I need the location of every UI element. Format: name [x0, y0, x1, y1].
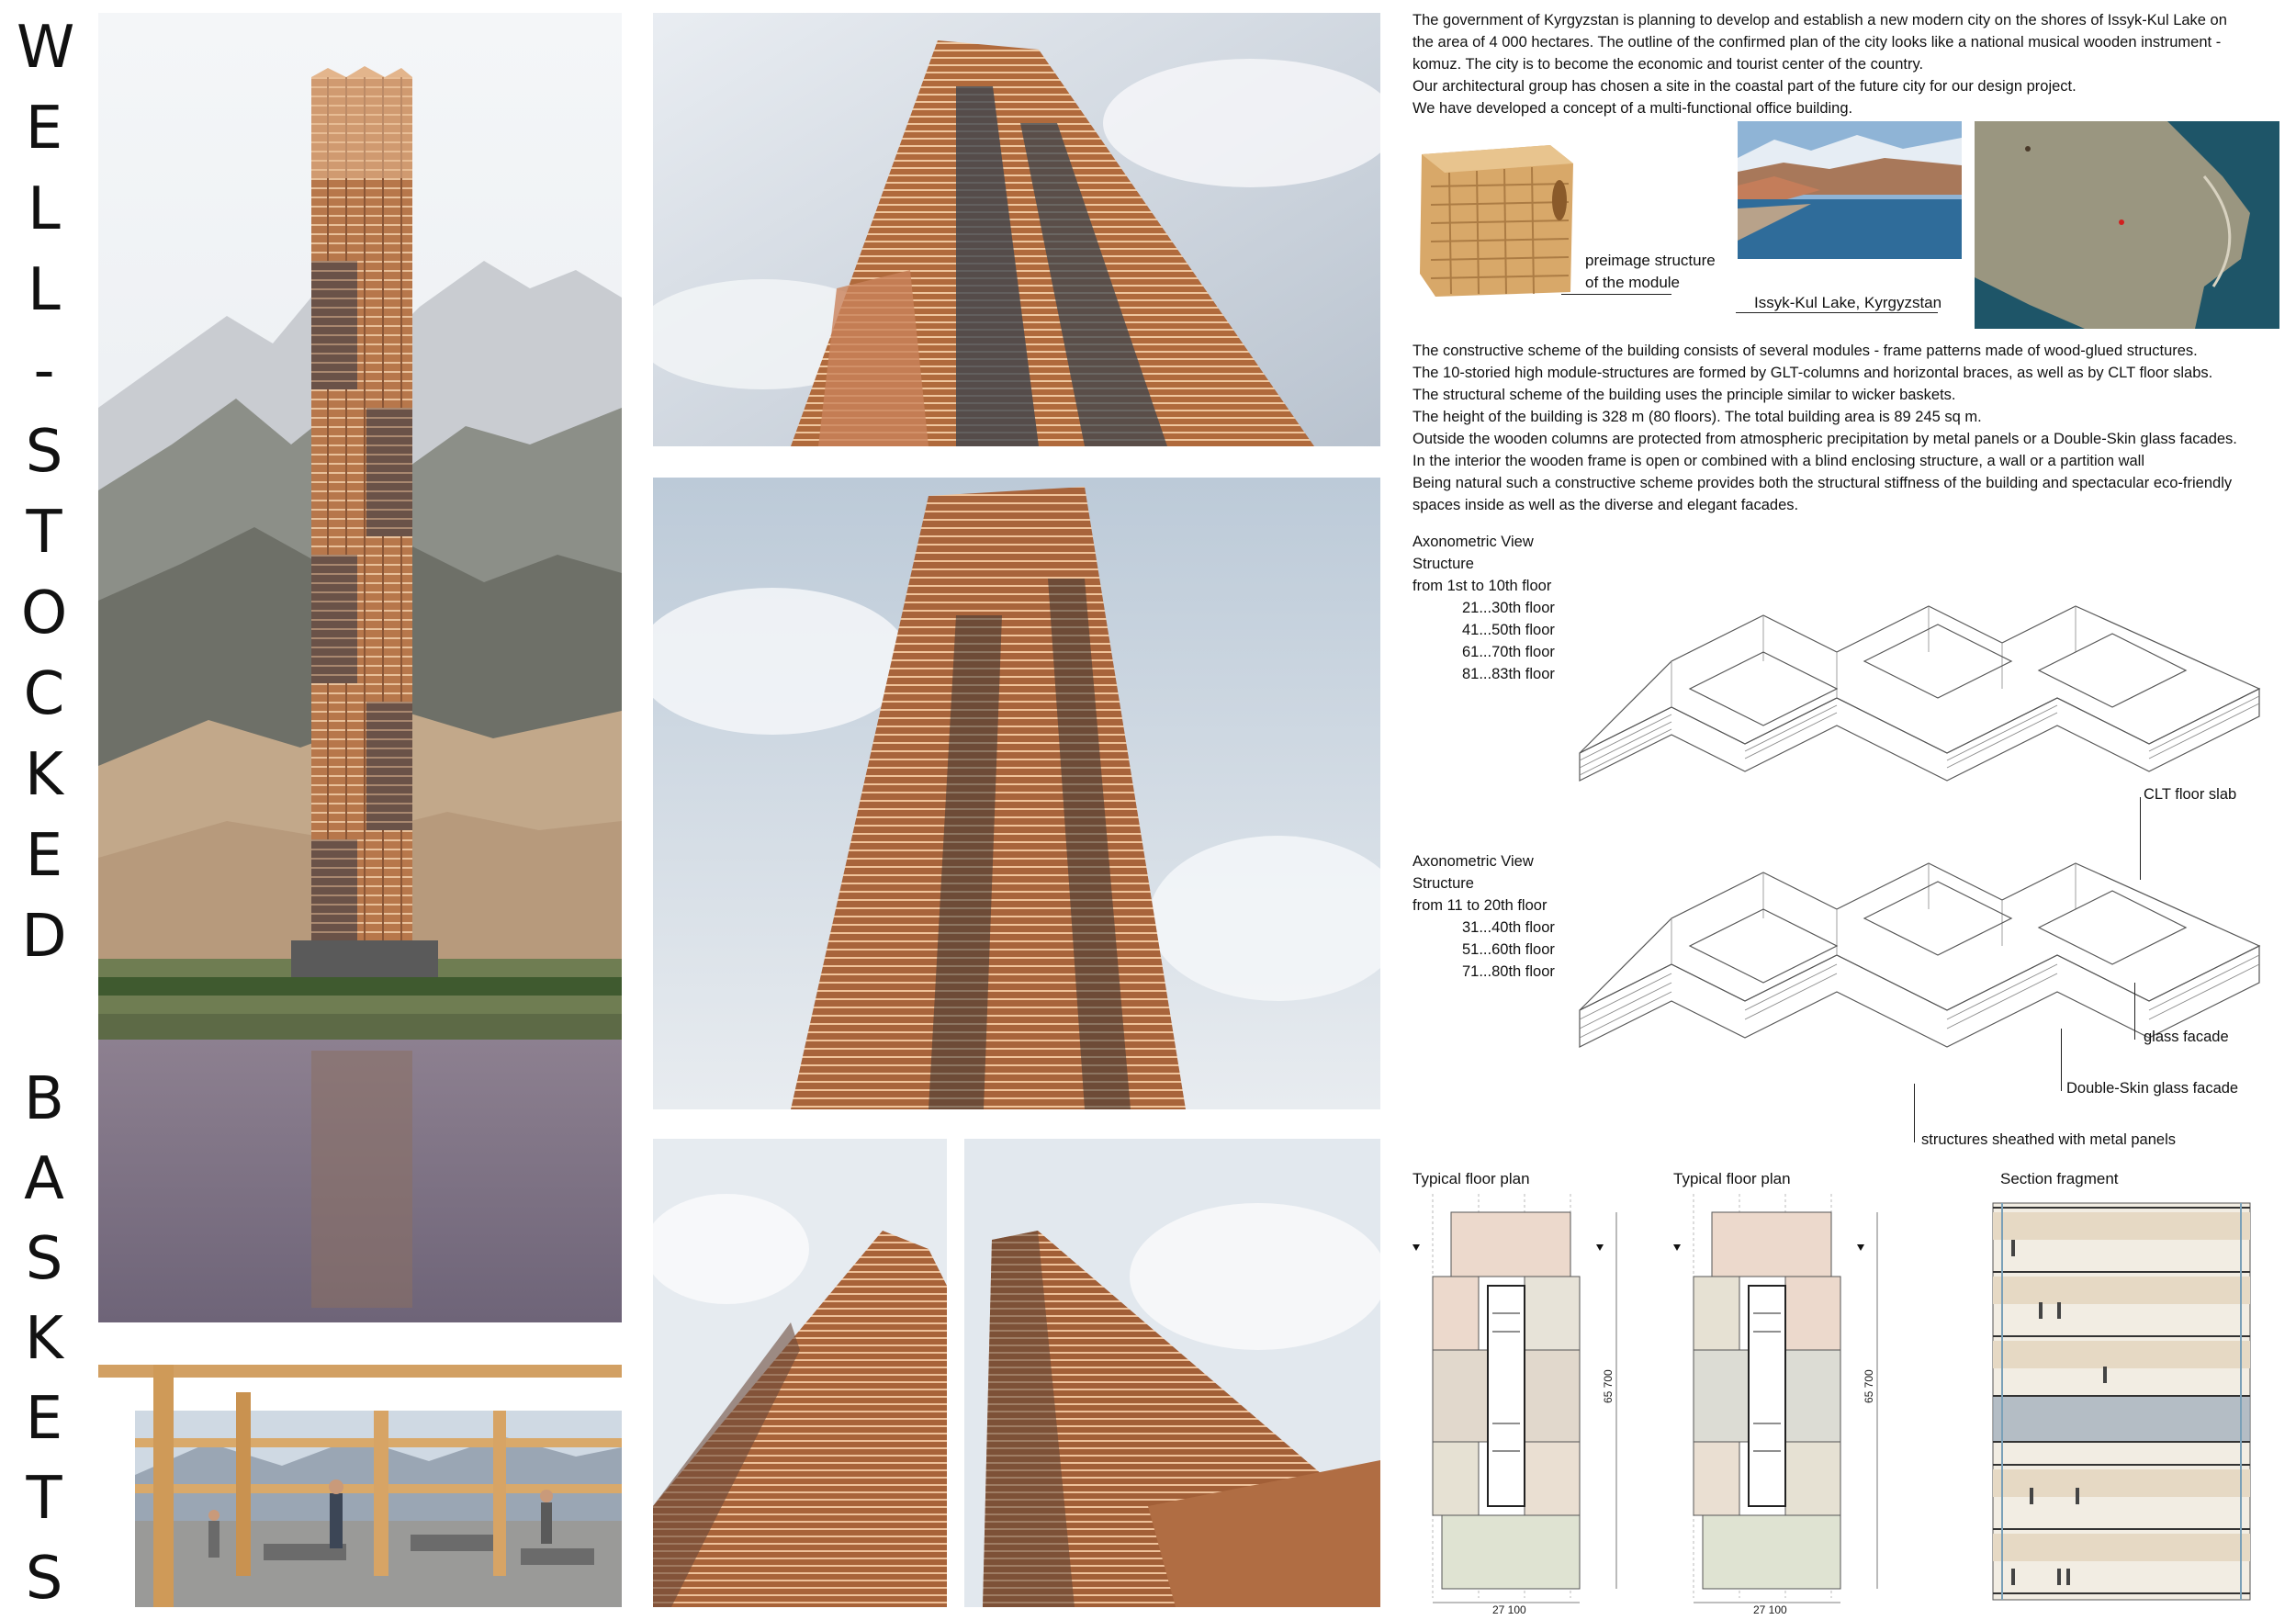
axo2-line: 51...60th floor [1462, 941, 1555, 958]
typical-floor-plan-2 [1666, 1194, 1896, 1616]
axo1-label [1412, 531, 1555, 685]
axo1-line: Structure [1412, 556, 1474, 572]
tower-corner-view-right [964, 1139, 1380, 1607]
title-letter: S [25, 1545, 63, 1613]
description-line: The 10-storied high module-structures are formed by GLT-columns and horizontal braces, as well as by CLT floor slabs. [1412, 365, 2213, 381]
plan1-height-dim: 65 700 [1602, 1369, 1615, 1403]
axo2-label [1412, 850, 1555, 983]
axo2-line: 31...40th floor [1462, 919, 1555, 936]
intro-text [1412, 9, 2285, 119]
tower-lake-render [98, 13, 622, 1322]
description-line: The constructive scheme of the building consists of several modules - frame patterns made of wood-glued structures. [1412, 343, 2198, 359]
intro-line: We have developed a concept of a multi-functional office building. [1412, 100, 1853, 117]
title-letter: E [25, 822, 63, 890]
basket-caption [1585, 250, 1716, 294]
intro-line: the area of 4 000 hectares. The outline of the confirmed plan of the city looks like a national musical wooden instrument - [1412, 34, 2222, 51]
satellite-map [1975, 121, 2279, 329]
callout-clt-leader [2140, 797, 2141, 880]
plan1-width-dim: 27 100 [1492, 1603, 1526, 1616]
tower-upward-view-top [653, 13, 1380, 446]
axo1-line: 21...30th floor [1462, 600, 1555, 616]
callout-metal-leader [1914, 1084, 1915, 1142]
callout-clt: CLT floor slab [2144, 786, 2237, 803]
title-letter: T [26, 499, 62, 567]
intro-line: The government of Kyrgyzstan is planning to develop and establish a new modern city on the shores of Issyk-Kul Lake on [1412, 12, 2227, 28]
basket-caption-line: preimage structure [1585, 252, 1716, 269]
description-line: Being natural such a constructive scheme provides both the structural stiffness of the building and spectacular eco-friendly [1412, 475, 2233, 491]
axo2-line: from 11 to 20th floor [1412, 897, 1548, 914]
title-letter: L [28, 175, 61, 243]
title-letter: K [25, 1305, 63, 1373]
title-letter: D [21, 903, 67, 971]
basket-caption-line: of the module [1585, 274, 1681, 291]
intro-line: Our architectural group has chosen a site in the coastal part of the future city for our design project. [1412, 78, 2077, 95]
title-letter: E [25, 1385, 63, 1453]
description-line: spaces inside as well as the diverse and elegant facades. [1412, 497, 1799, 513]
lake-leader [1736, 312, 1938, 313]
plan2-height-dim: 65 700 [1863, 1369, 1875, 1403]
title-letter: S [25, 418, 63, 486]
section-fragment-drawing [1984, 1194, 2259, 1609]
axo1-line: 41...50th floor [1462, 622, 1555, 638]
tower-corner-view-left [653, 1139, 947, 1607]
office-interior-render [98, 1356, 622, 1607]
intro-line: komuz. The city is to become the economic and tourist center of the country. [1412, 56, 1924, 73]
title-letter: K [25, 741, 63, 809]
description-text [1412, 340, 2285, 516]
issyk-kul-photo [1738, 121, 1962, 259]
title-letter: - [33, 337, 55, 405]
title-letter: W [17, 14, 75, 82]
axo2-line: Structure [1412, 875, 1474, 892]
callout-double-leader [2061, 1029, 2062, 1091]
basket-leader [1561, 294, 1671, 295]
plan1-title: Typical floor plan [1412, 1170, 1530, 1187]
description-line: In the interior the wooden frame is open or combined with a blind enclosing structure, a wall or a partition wall [1412, 453, 2145, 469]
axo2-line: 71...80th floor [1462, 963, 1555, 980]
description-line: Outside the wooden columns are protected from atmospheric precipitation by metal panels or a Double-Skin glass facades. [1412, 431, 2237, 447]
axonometric-drawing-1 [1561, 523, 2287, 827]
description-line: The structural scheme of the building uses the principle similar to wicker baskets. [1412, 387, 1956, 403]
title-letter: E [25, 95, 63, 163]
title-letter: A [24, 1145, 64, 1213]
axo1-line: Axonometric View [1412, 534, 1534, 550]
wicker-basket-image [1412, 136, 1587, 301]
callout-glass: glass facade [2144, 1029, 2229, 1045]
callout-glass-leader [2134, 983, 2135, 1040]
title-letter: S [25, 1225, 63, 1293]
plan2-title: Typical floor plan [1673, 1170, 1791, 1187]
axo1-line: 61...70th floor [1462, 644, 1555, 660]
section-title: Section fragment [2000, 1170, 2119, 1187]
typical-floor-plan-1 [1405, 1194, 1635, 1616]
plan2-width-dim: 27 100 [1753, 1603, 1787, 1616]
description-line: The height of the building is 328 m (80 floors). The total building area is 89 245 sq m. [1412, 409, 1982, 425]
axo2-line: Axonometric View [1412, 853, 1534, 870]
title-letter: O [20, 579, 68, 647]
title-letter: C [23, 660, 65, 728]
tower-upward-view-middle [653, 478, 1380, 1109]
title-letter: T [26, 1465, 62, 1533]
lake-caption: Issyk-Kul Lake, Kyrgyzstan [1754, 294, 1942, 311]
axo1-line: 81...83th floor [1462, 666, 1555, 682]
title-letter: B [24, 1065, 64, 1133]
title-letter: L [28, 256, 61, 324]
callout-double-skin: Double-Skin glass facade [2066, 1080, 2239, 1097]
axo1-line: from 1st to 10th floor [1412, 578, 1552, 594]
callout-metal: structures sheathed with metal panels [1921, 1131, 2176, 1148]
